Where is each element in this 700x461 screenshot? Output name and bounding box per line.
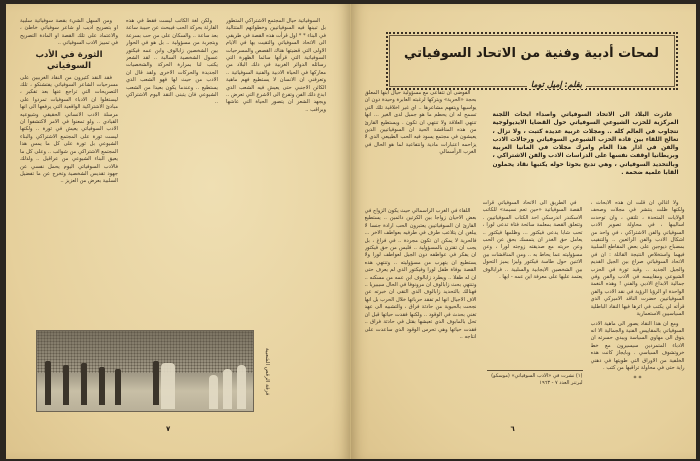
photo-figure bbox=[99, 367, 105, 405]
column-text: اللقاء في الغرب الرأسمالي حيث يكون الزواج في بعض الاحيان زواجا بين الكرتين دائمين .. يستطيع القارئ ان السوفياتيين يعتبرون الحب ارادة جنسا لا يبلغن ان يتلاعب طرف في طرفيه بعواطف الاخر ... فالحرية لا يمكن ان تكون مجردة .. في فراغ ، بل يجب ان تقترن بالمسؤولية .. فليس من حق فيكتور ان يفكر في عواطفه دون الجيل لعواطف لورا ولا يستطيع ان يتهرب من مسؤوليته .. وتنتهي هذه القصة بوفاة طفل لورا وفيكتور الذي لم يعرف حتى ان له طفلا .. ويطرد زابالوف ابن عمه من مسكنه .. وتنتهي بحث زابالوف ان مرونوفا في الحال سيبيريا .. فهنالك بالتحديد زابالوف الذي التقى ان خبرته عن الاف الاجيال انها لم تفقد حرباتها خلال الحرب بل انها نجحت بالحيوية من حادثة فراق ، والتشبيه الى عهد تغني بحدث في الوقود .. ولكنها فقدت حياتها قبل ان تحل بالمابوف الذي تعيشها بقتل في حادثة فراق .. فقدت حياتها وهي تحرس الوقود الذي ساعدت على انتاجه .. bbox=[364, 208, 477, 340]
photo-figure bbox=[223, 369, 232, 409]
photo-figure bbox=[209, 375, 218, 409]
author-byline: بقلم: إميل توما bbox=[527, 80, 586, 89]
photo-figure bbox=[237, 365, 246, 409]
column-text: الفوضى ان تتفاعى مع مسؤولية حيال ابنها المعلق بحجة «الحرية» ويتركها لرغبته العابرة وحيدة دون ان يواسيها ويتفهم مشاعرها .. اي غير اخلاقية تلك التي تسمح له ان يحطم ما هو جميل لدى الغير ... انها تنتهي العلاقة ولا تنتهي ان تكون . ويستطيع القارئ من هذه المناقشة الحية ان السوفياتيين الذين يعيشون في مجتمع يسود فيه الحب الطبيعي الذي لا يزاحمه اعتبارات مادية وانتفاعية لما هو الحال في الغرب الرأسمالي bbox=[364, 90, 477, 156]
column-text: ومن السهل الشيء بقصة سوفياتية سلبية او بتصريح اديب او شاعر سوفياتي خاطئ ، والاعتماد على تلك القصة او المادة التصريح في تمييز الادب السوفياتي .. bbox=[20, 18, 118, 47]
column-text: ولكن لغة الكاتب ليست فقط في هذه القارئة بحركة الحب فيبحث عن حبيبة ساعة بعد ساعة .. والسكان على من حب بسرعة وبتجربة من مسؤولية .. بل هو في الحوار بين الشخصين زابالوف وابن عمه فيكتور عسول الشخصية السالبة .. لقد الشعر يكتب لنا بمرارة الحركة والشخصيات الجديدة والحركات الاخرى ولقد قال ان الادب من حيث لها فهو الشعب الذي يستطيع .. وعندما يكون بعيدا من الشعب الشيوعي فان يتبنى النقد اليوم الاشتراكي .. bbox=[126, 18, 218, 106]
right-column-3 bbox=[591, 200, 685, 420]
intro-paragraph bbox=[493, 111, 679, 195]
page-number: ٧ bbox=[166, 425, 171, 433]
column-text: ومع ان هذا النقاد يصور الى ماهية الادب السوفياتي بالمقاييس الفنية والجمالية الا انه يتوق الى مهاوي السياسة ويبدي حسرته ان الادباء المتمردين سيسيرون مع خط خروتشوف السياسي . وبايجاز كانت هذه الخلفية من الاوراق التي طويتها في ذهني راية حتى في محاولة تراقبها من كثب . bbox=[590, 320, 685, 371]
section-subheading: الثورة في الأدب السوفياتي bbox=[35, 49, 103, 71]
left-page bbox=[6, 4, 351, 459]
right-page bbox=[351, 4, 697, 459]
footnote: (١) نشرت في «الادب السوفياتي» (موسكو) لبرتنر العدد ٧ - ١٩٦٣ bbox=[491, 373, 583, 386]
left-column-1 bbox=[20, 18, 118, 318]
photo-crowd bbox=[37, 331, 253, 373]
column-text: في الطريق الى الاتحاد السوفياتي قرأت القصة السوفياتية «حين تعم نسيمة» للكاتب الاسكندر اندرسكي احد الكتاب السوفياتيين . وتتعلق القصة بمعلمة سائحة فتاة تدعى لورا ، تحب شابا يدعى فيكتور ... وظلمها فيكتور .. يعامل حق الغدر ان يتمسك بحق عن الحب وعن حريته مع صديقته زوجته لورا ، وعن مسؤوليته عما يحاط به .. ومن المناقشات بين الاثنين حول طاسة فيكتور وليزا يميز التحول بين الشخصين الايجابية والسلبية .. فرابالوف يعتمد عليها على معرفة اين عمه - ايها . bbox=[482, 200, 583, 281]
intro-text: غادرت البلاد الى الاتحاد السوفياتي واصداء ابحاث اللجنة المركزية للحزب الشيوعي السوفياتي حول القضايا الايديولوجية تتجاوب في العالم كله .. ومجلات غربية عديدة كتبت ، ولا تزال ، تعالج اللقاء بين قادة الحزب الشيوعي السوفياتي ورجالات الادب والفن في اذار هذا العام وامرك مجلات في المانيا الغربية وبريطانيا اوقفت نفسها على الدراسات الادب والفن الاشتراكي ، وبالتحديد السوفياتي ، وهي تدبج بحوثا حوله يكتبها نقاد يحملون القابا علمية ضخمة . bbox=[492, 112, 679, 177]
right-column-side bbox=[365, 90, 477, 202]
article-title: لمحات أدبية وفنية من الاتحاد السوفياتي bbox=[404, 46, 659, 61]
section-separator: * * bbox=[633, 375, 642, 383]
column-text: السوفياتية حيال المجتمع الاشتراكي المتطور بل تبينها فيه السوفياتيين وخطواتهم المتتالية في البناء * * اول قرأت هذه القصة في طريقي الى الاتحاد السوفياتي والتقيت بها في الايام الاولى التي قضيتها هناك القصص والمسرحيات السوفياتية التي قرأتها سائما الظهرة التي رسائله الدوائر الغربية في ذلك البلاد من معاركها في الحياة الادبية والفنية السوفياتية .. وتعرفني ان الانسان لا يستطيع فهم ماهية الكائن الاجنبي حتى يعيش فيه الشعب الذي ابدع ذلك الفن وتفرع الى الاشرع التي تعرض .. ويجهد الشعر ان يتصور الحياة التي عاشها ويراقب .. bbox=[226, 18, 326, 113]
photo-figure bbox=[63, 365, 69, 405]
column-text: فقد النقد كثيرون من النقاد الغربيين على مسرحيات الشاعر السوفياتي يفتشنكو ، تلك التصريحات التي تراجع عنها بعد تفكير ، ليستغلوا ان الادباء السوفيات تمردوا على مبادئ الاشتراكية الواقعية التي يرفعها الى انها مرسلة الادب الانساني الحقيقي وشيوعيه القيادي .. ولو تمعنوا في الامر لاكتشفوا ان الادب السوفياتي يعيش في ثورة .. ولكنها ليست ثورة على المجتمع الاشتراكي والبناء الشيوعي بل ثورة على كل ما يمس هذا المجتمع الاشتراكي من شوائب .. وعلى كل ما يعيق البناء الشيوعي من عراقيل .. ولذلك فالادب السوفياتي اليوم يحمل نفسي عن جهود تقديس الشخصية وتخرج عن ما تفضيل السلبية بعرض من العزيز .. bbox=[20, 74, 118, 185]
left-column-2 bbox=[126, 18, 218, 318]
photo-figure bbox=[115, 369, 121, 405]
photo-figure bbox=[161, 363, 175, 409]
stadium-photo bbox=[36, 330, 254, 412]
page-number: ٦ bbox=[510, 425, 515, 433]
photo-figure bbox=[45, 361, 51, 405]
photo-figure bbox=[81, 363, 87, 405]
left-column-3 bbox=[226, 18, 326, 378]
footnote-divider bbox=[487, 370, 583, 371]
column-text: ولا اغالي ان قلت ان هذه الابحاث ، ولكنها ظلت ينتشر في مجلات وصحف الولايات المتحدة ، تلتقي ، وان توحدت اساليبها ، في محاولة تصوير الادب السوفياتي والفن الاشتراكي ، في واحد من اشكال الادب والفن الرائعين .. والتنقيب بمصباح ديوجين على بعض المقاطع السلبية فيهما واستخلاص النتيجة القائلة : ان في الاتحاد السوفياتي صراع بين الجيل القديم والجيل الجديد .. وقيد ثورة في الحزب الشيوعي ومقاييسه في الادب والفن وفي جمالية الابداع الادبي والفني ! وهذه النغمة الواحدة او الرؤيا الرؤية في نقد الادب والفن السوفياتيين حضرت الناقد الاميركي الذي قرأته لي يكتب في اثرها فيها النقاد الباطلية السياسيين الاستعمارية bbox=[590, 200, 685, 318]
right-column-2 bbox=[483, 200, 583, 370]
photo-caption: فرقة الرقص الشعبية bbox=[264, 348, 270, 396]
right-column-1 bbox=[365, 208, 477, 382]
photo-figure bbox=[153, 361, 159, 405]
magazine-spread bbox=[6, 4, 696, 459]
